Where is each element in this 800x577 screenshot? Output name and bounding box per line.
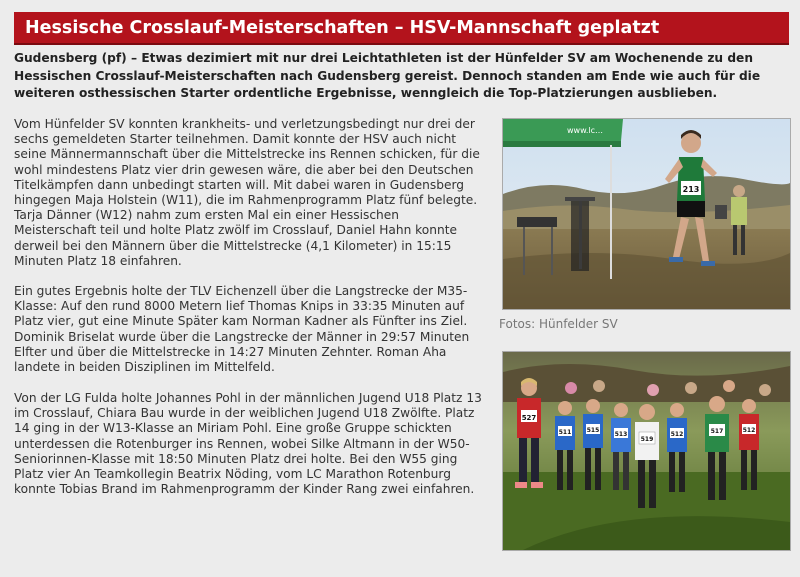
runner-bib: 213 [682,185,700,194]
kid-bib-4: 513 [614,431,628,438]
kid-bib-7: 517 [710,428,724,435]
lead-paragraph: Gudensberg (pf) – Etwas dezimiert mit nur drei Leichtathleten ist der Hünfelder SV am Wochenende zu den Hessischen Crosslauf-Meisterschaften nach Gudensberg gereist. Dennoch standen am Ende wie auch für die weiteren osthessischen Starter ordentliche Ergebnisse, wenngleich die Top-Platzierungen ausblieben. [14,51,761,100]
kid-bib-3: 515 [586,427,600,434]
kid-bib-1: 527 [521,414,537,422]
kid-bib-2: 511 [558,429,572,436]
body-paragraph-3: Von der LG Fulda holte Johannes Pohl in der männlichen Jugend U18 Platz 13 im Crosslauf, Chiara Bau wurde in der weiblichen Jugend U18 Zwölfte. Platz 14 ging in der W13-Klasse an Miriam Pohl. Eine große Gruppe schickten unterdessen die Rotenburger ins Rennen, wobei Silke Altmann in der W50-Seniorinnen-Klasse mit 18:50 Minuten Platz drei holte. Bei den W55 ging Platz vier An Teamkollegin Beatrix Nöding, vom LC Marathon Rotenburg konnte Tobias Brand im Rahmenprogramm der Kinder Rang zwei einfahren. [14,391,482,497]
photo-caption: Fotos: Hünfelder SV [499,317,618,331]
photo-runner [502,118,791,310]
headline-bar [14,12,789,45]
body-paragraph-1: Vom Hünfelder SV konnten krankheits- und verletzungsbedingt nur drei der sechs gemeldeten Starter teilnehmen. Damit konnte der HSV auch nicht seine Männermannschaft über die Mittelstrecke ins Rennen schicken, für die wohl mindestens Platz vier drin gewesen wäre, die aber bei den Deutschen Titelkämpfen dann unbedingt starten will. Mit dabei waren in Gudensberg hingegen Maja Holstein (W11), die im Rahmenprogramm Platz fünf belegte. Tarja Dänner (W12) nahm zum ersten Mal ein einer Hessischen Meisterschaft teil und holte Platz zwölf im Crosslauf, Daniel Hahn konnte derweil bei den Männern über die Mittelstrecke (4,1 Kilometer) in 15:15 Minuten Platz 18 einfahren. [14,117,480,268]
tent-banner-text: www.lc… [567,126,604,135]
headline: Hessische Crosslauf-Meisterschaften – HSV-Mannschaft geplatzt [25,18,660,38]
body-paragraph-2: Ein gutes Ergebnis holte der TLV Eichenzell über die Langstrecke der M35-Klasse: Auf den rund 8000 Metern lief Thomas Knips in 33:35 Minuten auf Platz vier, gut eine Minute Später kam Norman Kadner als Fünfter ins Ziel. Dominik Briselat wurde über die Langstrecke der Männer in 29:57 Minuten Elfter und über die Mittelstrecke in 14:27 Minuten Zehnter. Roman Aha landete in beiden Disziplinen im Mittelfeld. [14,284,470,375]
photo-runner-image [503,119,790,309]
kid-bib-5: 519 [640,436,654,443]
photo-children-image [503,352,790,550]
kid-bib-8: 512 [742,427,756,434]
kid-bib-6: 512 [670,431,684,438]
photo-children-race [502,351,791,551]
